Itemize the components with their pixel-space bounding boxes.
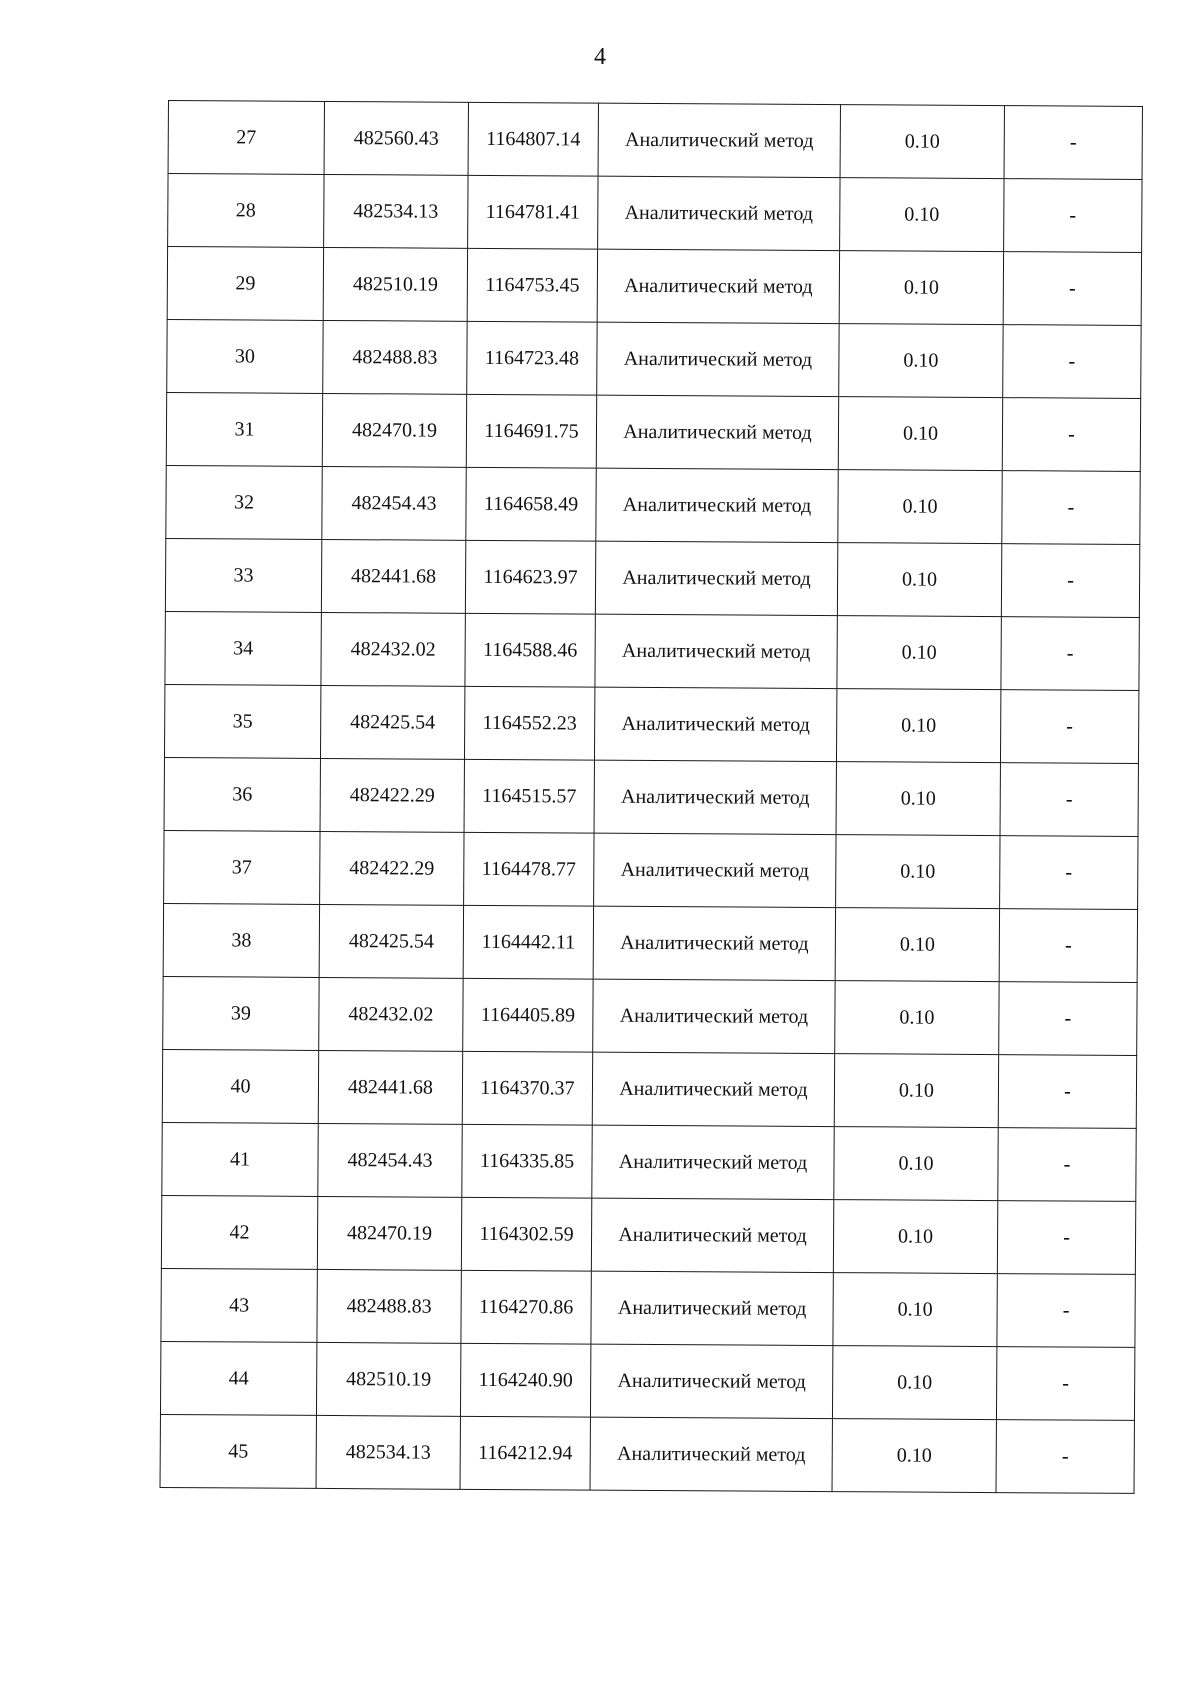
- x-coordinate-cell: 482422.29: [320, 831, 464, 905]
- coordinates-table-container: [160, 100, 1142, 1494]
- y-coordinate-cell: 1164405.89: [463, 978, 593, 1052]
- accuracy-cell: 0.10: [836, 689, 1000, 763]
- table-row: [160, 1341, 1134, 1420]
- accuracy-cell: 0.10: [835, 908, 999, 982]
- point-number-cell: 36: [164, 757, 320, 831]
- method-cell: Аналитический метод: [592, 1052, 834, 1126]
- note-cell: -: [996, 1420, 1134, 1494]
- accuracy-cell: 0.10: [838, 470, 1002, 544]
- accuracy-cell: 0.10: [834, 1054, 998, 1128]
- point-number-cell: 42: [161, 1195, 317, 1269]
- accuracy-cell: 0.10: [834, 1127, 998, 1201]
- method-cell: Аналитический метод: [594, 687, 836, 761]
- note-cell: -: [1003, 252, 1141, 326]
- method-cell: Аналитический метод: [591, 1271, 833, 1345]
- y-coordinate-cell: 1164240.90: [460, 1343, 590, 1417]
- table-row: [168, 101, 1142, 180]
- accuracy-cell: 0.10: [839, 324, 1003, 398]
- accuracy-cell: 0.10: [839, 251, 1003, 325]
- method-cell: Аналитический метод: [590, 1417, 832, 1491]
- point-number-cell: 43: [161, 1268, 317, 1342]
- point-number-cell: 37: [164, 830, 320, 904]
- y-coordinate-cell: 1164723.48: [467, 321, 597, 395]
- x-coordinate-cell: 482425.54: [319, 904, 463, 978]
- table-row: [160, 1414, 1134, 1493]
- table-row: [167, 319, 1141, 398]
- method-cell: Аналитический метод: [592, 1125, 834, 1199]
- y-coordinate-cell: 1164781.41: [468, 175, 598, 249]
- x-coordinate-cell: 482470.19: [317, 1196, 461, 1270]
- page-number: 4: [594, 44, 606, 70]
- y-coordinate-cell: 1164302.59: [461, 1197, 591, 1271]
- note-cell: -: [1001, 617, 1139, 691]
- method-cell: Аналитический метод: [596, 395, 838, 469]
- table-row: [161, 1268, 1135, 1347]
- table-row: [164, 757, 1138, 836]
- point-number-cell: 30: [167, 319, 323, 393]
- note-cell: -: [999, 909, 1137, 983]
- point-number-cell: 32: [166, 465, 322, 539]
- x-coordinate-cell: 482425.54: [320, 685, 464, 759]
- note-cell: -: [998, 1055, 1136, 1129]
- note-cell: -: [999, 982, 1137, 1056]
- point-number-cell: 28: [168, 174, 324, 248]
- table-body: [160, 101, 1142, 1494]
- table-row: [167, 247, 1141, 326]
- note-cell: -: [997, 1274, 1135, 1348]
- method-cell: Аналитический метод: [595, 541, 837, 615]
- note-cell: -: [998, 1128, 1136, 1202]
- x-coordinate-cell: 482454.43: [318, 1123, 462, 1197]
- y-coordinate-cell: 1164212.94: [460, 1416, 590, 1490]
- table-row: [162, 1122, 1136, 1201]
- y-coordinate-cell: 1164442.11: [463, 905, 593, 979]
- method-cell: Аналитический метод: [597, 249, 839, 323]
- method-cell: Аналитический метод: [591, 1198, 833, 1272]
- x-coordinate-cell: 482560.43: [324, 101, 468, 175]
- note-cell: -: [997, 1201, 1135, 1275]
- coordinates-table: [160, 100, 1143, 1494]
- table-row: [163, 976, 1137, 1055]
- method-cell: Аналитический метод: [596, 468, 838, 542]
- note-cell: -: [1001, 544, 1139, 618]
- note-cell: -: [1003, 325, 1141, 399]
- method-cell: Аналитический метод: [595, 614, 837, 688]
- point-number-cell: 40: [162, 1049, 318, 1123]
- point-number-cell: 38: [163, 903, 319, 977]
- note-cell: -: [1004, 106, 1142, 180]
- point-number-cell: 35: [164, 684, 320, 758]
- method-cell: Аналитический метод: [594, 760, 836, 834]
- table-row: [163, 903, 1137, 982]
- x-coordinate-cell: 482470.19: [322, 393, 466, 467]
- method-cell: Аналитический метод: [590, 1344, 832, 1418]
- note-cell: -: [1002, 398, 1140, 472]
- point-number-cell: 41: [162, 1122, 318, 1196]
- point-number-cell: 44: [160, 1341, 316, 1415]
- y-coordinate-cell: 1164478.77: [464, 832, 594, 906]
- table-row: [161, 1195, 1135, 1274]
- point-number-cell: 29: [167, 247, 323, 321]
- y-coordinate-cell: 1164552.23: [464, 686, 594, 760]
- accuracy-cell: 0.10: [832, 1419, 996, 1493]
- note-cell: -: [1004, 179, 1142, 253]
- x-coordinate-cell: 482534.13: [316, 1415, 460, 1489]
- table-row: [166, 465, 1140, 544]
- note-cell: -: [996, 1347, 1134, 1421]
- accuracy-cell: 0.10: [837, 543, 1001, 617]
- x-coordinate-cell: 482441.68: [318, 1050, 462, 1124]
- method-cell: Аналитический метод: [594, 833, 836, 907]
- y-coordinate-cell: 1164270.86: [461, 1270, 591, 1344]
- y-coordinate-cell: 1164691.75: [466, 394, 596, 468]
- point-number-cell: 45: [160, 1414, 316, 1488]
- y-coordinate-cell: 1164658.49: [466, 467, 596, 541]
- accuracy-cell: 0.10: [840, 105, 1004, 179]
- point-number-cell: 27: [168, 101, 324, 175]
- accuracy-cell: 0.10: [837, 616, 1001, 690]
- x-coordinate-cell: 482422.29: [320, 758, 464, 832]
- x-coordinate-cell: 482488.83: [317, 1269, 461, 1343]
- point-number-cell: 31: [166, 392, 322, 466]
- x-coordinate-cell: 482534.13: [324, 174, 468, 248]
- y-coordinate-cell: 1164753.45: [467, 248, 597, 322]
- x-coordinate-cell: 482432.02: [321, 612, 465, 686]
- note-cell: -: [1000, 836, 1138, 910]
- table-row: [165, 538, 1139, 617]
- accuracy-cell: 0.10: [835, 981, 999, 1055]
- y-coordinate-cell: 1164588.46: [465, 613, 595, 687]
- note-cell: -: [1002, 471, 1140, 545]
- table-row: [164, 684, 1138, 763]
- accuracy-cell: 0.10: [836, 835, 1000, 909]
- accuracy-cell: 0.10: [832, 1346, 996, 1420]
- table-row: [164, 830, 1138, 909]
- method-cell: Аналитический метод: [593, 979, 835, 1053]
- accuracy-cell: 0.10: [833, 1273, 997, 1347]
- y-coordinate-cell: 1164623.97: [465, 540, 595, 614]
- y-coordinate-cell: 1164807.14: [468, 102, 598, 176]
- table-row: [165, 611, 1139, 690]
- note-cell: -: [1000, 763, 1138, 837]
- table-row: [168, 174, 1142, 253]
- note-cell: -: [1000, 690, 1138, 764]
- point-number-cell: 33: [165, 538, 321, 612]
- x-coordinate-cell: 482441.68: [321, 539, 465, 613]
- method-cell: Аналитический метод: [598, 176, 840, 250]
- accuracy-cell: 0.10: [840, 178, 1004, 252]
- y-coordinate-cell: 1164515.57: [464, 759, 594, 833]
- method-cell: Аналитический метод: [593, 906, 835, 980]
- x-coordinate-cell: 482488.83: [323, 320, 467, 394]
- x-coordinate-cell: 482510.19: [323, 247, 467, 321]
- accuracy-cell: 0.10: [833, 1200, 997, 1274]
- method-cell: Аналитический метод: [598, 103, 840, 177]
- x-coordinate-cell: 482432.02: [319, 977, 463, 1051]
- accuracy-cell: 0.10: [838, 397, 1002, 471]
- point-number-cell: 34: [165, 611, 321, 685]
- point-number-cell: 39: [163, 976, 319, 1050]
- y-coordinate-cell: 1164335.85: [462, 1124, 592, 1198]
- x-coordinate-cell: 482510.19: [316, 1342, 460, 1416]
- accuracy-cell: 0.10: [836, 762, 1000, 836]
- table-row: [166, 392, 1140, 471]
- y-coordinate-cell: 1164370.37: [462, 1051, 592, 1125]
- method-cell: Аналитический метод: [597, 322, 839, 396]
- table-row: [162, 1049, 1136, 1128]
- x-coordinate-cell: 482454.43: [322, 466, 466, 540]
